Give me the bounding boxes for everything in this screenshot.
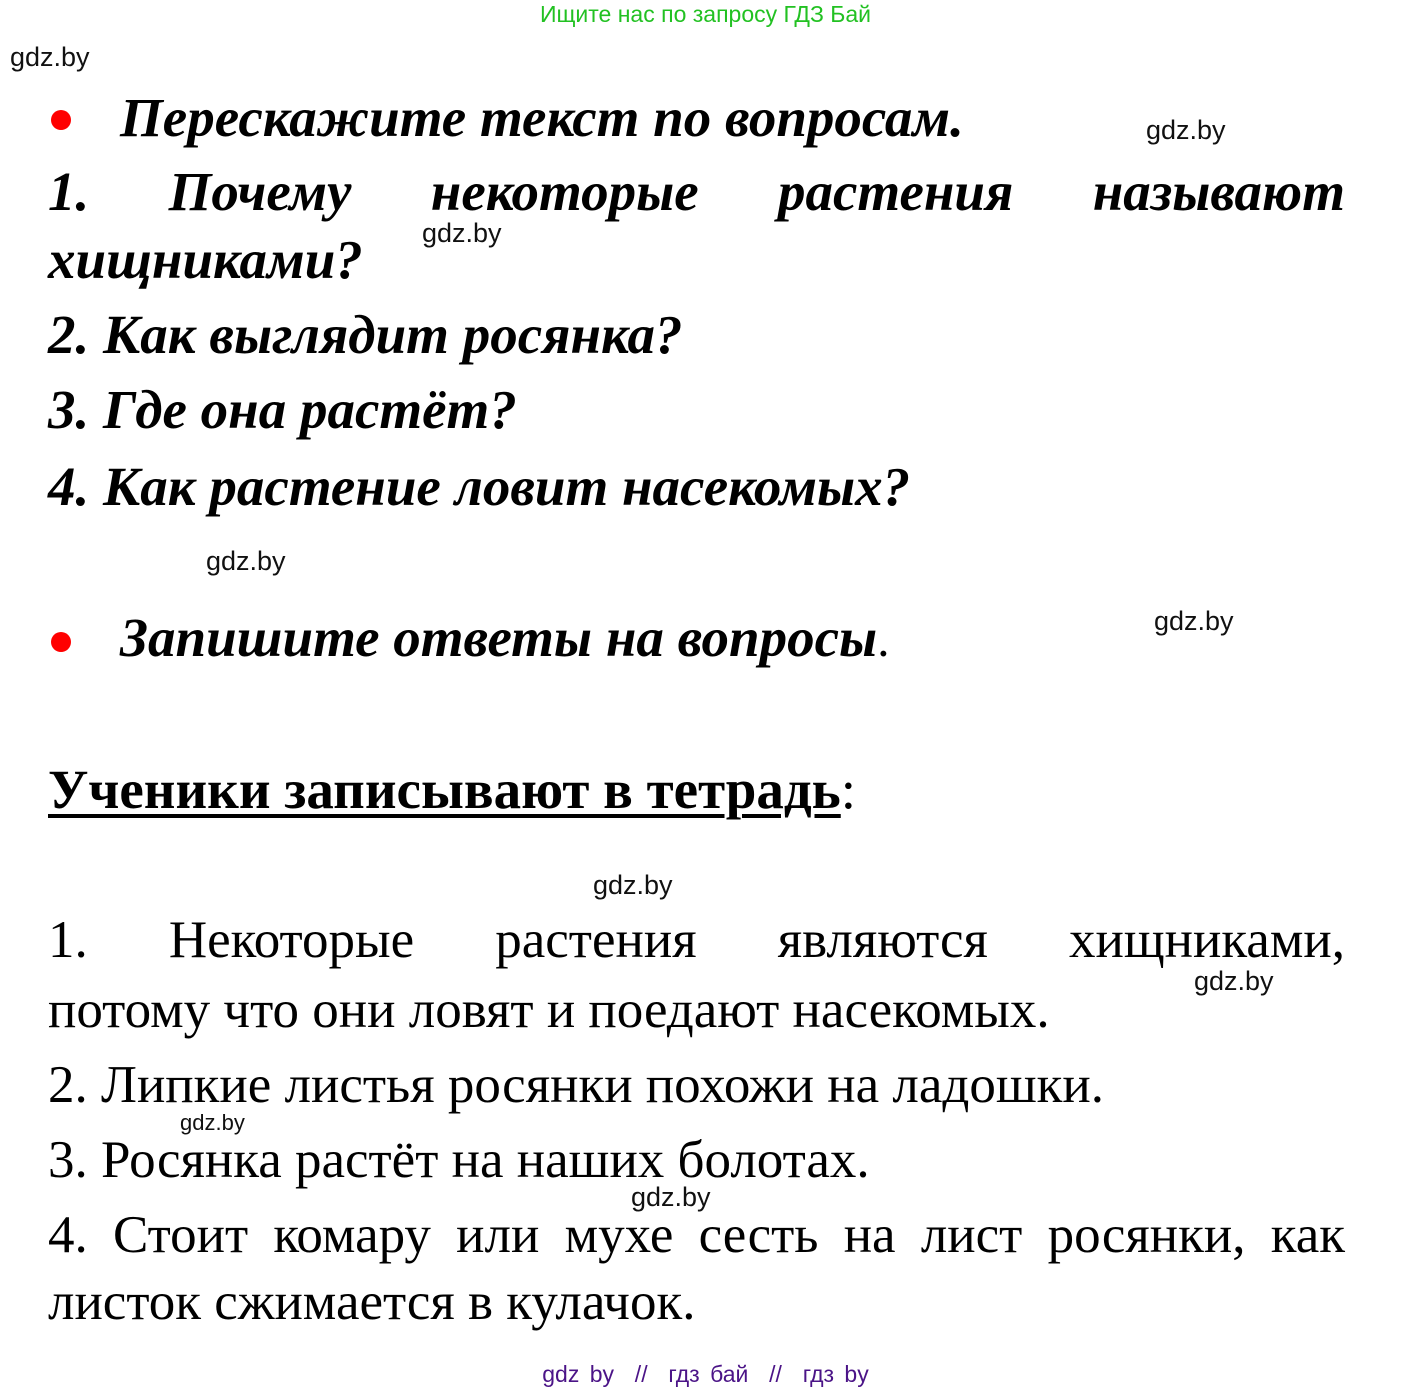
question-4: 4. Как растение ловит насекомых? [48,456,911,517]
watermark: gdz.by [1154,606,1234,636]
watermark: gdz.by [206,546,286,576]
bullet-icon [51,632,71,652]
question-3: 3. Где она растёт? [48,379,517,440]
watermark: gdz.by [631,1182,711,1212]
watermark: gdz.by [180,1110,245,1135]
question-2: 2. Как выглядит росянка? [48,304,683,365]
watermark: gdz.by [422,218,502,248]
watermark: gdz.by [10,42,90,72]
watermark: gdz.by [1146,115,1226,145]
section-heading-text: Ученики записывают в тетрадь [48,759,841,820]
task-write-punct: . [877,611,890,667]
answer-4-cont: листок сжимается в кулачок. [48,1273,696,1331]
answer-1: 1. Некоторые растения являются хищниками, [48,911,1345,969]
task-write [120,606,890,670]
bullet-icon [51,110,71,130]
section-heading-punct: : [840,759,857,820]
watermark: gdz.by [593,870,673,900]
question-1: 1. Почему некоторые растения называют [48,161,1345,222]
question-1-cont: хищниками? [48,229,363,290]
task-retell: Перескажите текст по вопросам. [120,87,964,148]
answer-3: 3. Росянка растёт на наших болотах. [48,1131,870,1189]
search-banner: Ищите нас по запросу ГДЗ Бай [539,1,872,27]
footer-links: gdz by // гдз бай // гдз by [542,1361,869,1387]
task-write-text: Запишите ответы на вопросы [120,607,878,668]
section-heading [48,758,856,822]
answer-2: 2. Липкие листья росянки похожи на ладошки. [48,1056,1104,1114]
answer-4: 4. Стоит комару или мухе сесть на лист росянки, как [48,1206,1345,1264]
watermark: gdz.by [1194,966,1274,996]
answer-1-cont: потому что они ловят и поедают насекомых. [48,981,1050,1039]
